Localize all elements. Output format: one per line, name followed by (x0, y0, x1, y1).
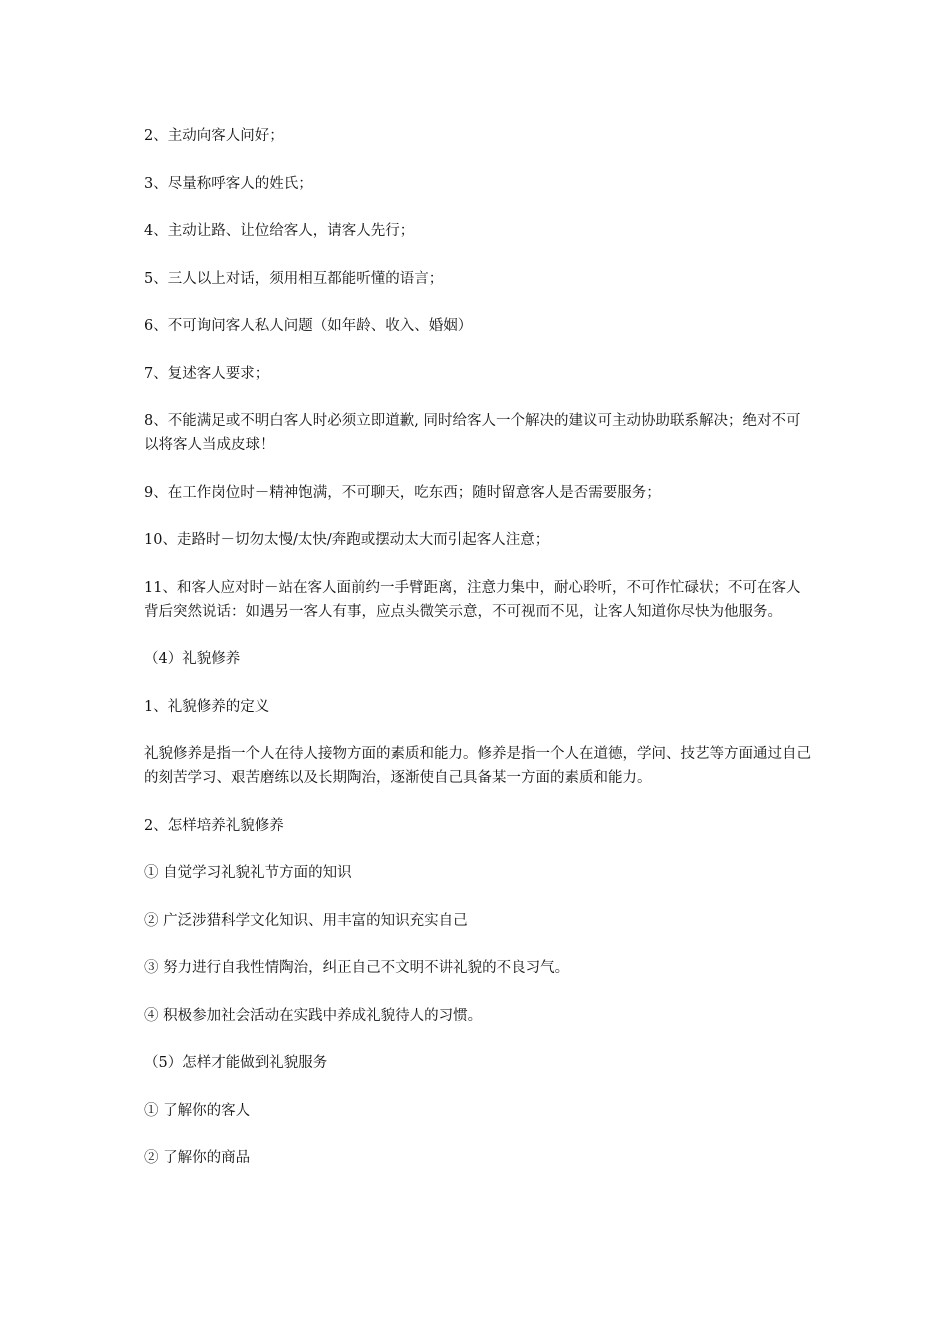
list-item-1: ① 自觉学习礼貌礼节方面的知识 (144, 865, 352, 881)
subheading-cultivate: 2、怎样培养礼貌修养 (144, 817, 284, 834)
paragraph-address-by-surname: 3、尽量称呼客人的姓氏； (144, 175, 313, 192)
subheading-definition: 1、礼貌修养的定义 (144, 698, 270, 715)
list-item-3: ③ 努力进行自我性情陶治，纠正自己不文明不讲礼貌的不良习气。 (144, 960, 570, 976)
paragraph-greet-guests: 2、主动向客人问好； (144, 128, 284, 144)
list-item-4: ④ 积极参加社会活动在实践中养成礼貌待人的习惯。 (144, 1007, 483, 1024)
list-item-know-guests: ① 了解你的客人 (144, 1102, 251, 1119)
document-body (144, 124, 812, 1194)
paragraph-apologize: 8、不能满足或不明白客人时必须立即道歉, 同时给客人一个解决的建议可主动协助联系解决；绝对不可以将客人当成皮球！ (144, 413, 801, 453)
paragraph-repeat-requests: 7、复述客人要求； (144, 365, 270, 382)
paragraph-give-way: 4、主动让路、让位给客人，请客人先行； (144, 223, 415, 239)
paragraph-walking: 10、走路时－切勿太慢/太快/奔跑或摆动太大而引起客人注意； (144, 532, 550, 548)
paragraph-responding: 11、和客人应对时－站在客人面前约一手臂距离，注意力集中，耐心聆听，不可作忙碌状；不可在客人背后突然说话：如遇另一客人有事，应点头微笑示意，不可视而不见，让客人知道你尽快为他服务。 (144, 579, 801, 620)
paragraph-at-post: 9、在工作岗位时－精神饱满，不可聊天，吃东西；随时留意客人是否需要服务； (144, 484, 661, 501)
paragraph-common-language: 5、三人以上对话，须用相互都能听懂的语言； (144, 270, 444, 287)
section-heading-service: （5）怎样才能做到礼貌服务 (144, 1055, 328, 1071)
section-heading-courtesy: （4）礼貌修养 (144, 651, 241, 667)
paragraph-no-private-questions: 6、不可询问客人私人问题（如年龄、收入、婚姻） (144, 318, 473, 334)
paragraph-definition-text: 礼貌修养是指一个人在待人接物方面的素质和能力。修养是指一个人在道德，学问、技艺等方面通过自己的刻苦学习、艰苦磨练以及长期陶治，逐渐使自己具备某一方面的素质和能力。 (144, 746, 811, 786)
list-item-2: ② 广泛涉猎科学文化知识、用丰富的知识充实自己 (144, 912, 468, 929)
list-item-know-products: ② 了解你的商品 (144, 1150, 251, 1166)
